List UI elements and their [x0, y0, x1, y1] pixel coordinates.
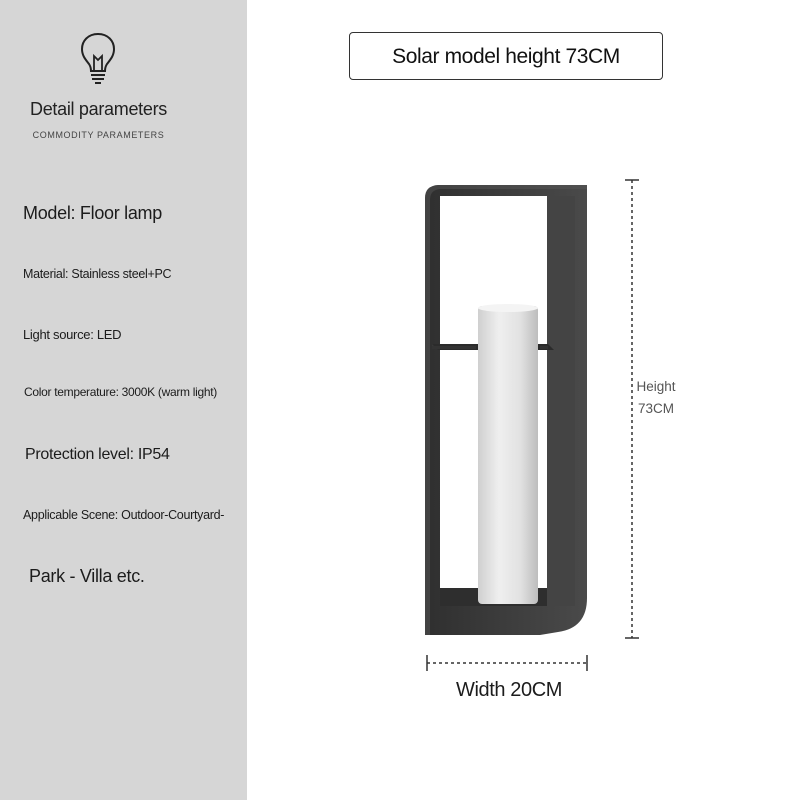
- param-applicable-scene: Applicable Scene: Outdoor-Courtyard-: [23, 508, 225, 522]
- param-model: Model: Floor lamp: [23, 203, 162, 223]
- param-material: Material: Stainless steel+PC: [23, 267, 172, 281]
- width-dimension-line: [424, 652, 590, 674]
- param-color-temperature: Color temperature: 3000K (warm light): [24, 385, 217, 399]
- param-protection-level: Protection level: IP54: [25, 446, 170, 463]
- commodity-parameters-subtitle: COMMODITY PARAMETERS: [32, 130, 165, 140]
- param-applicable-scene-continued: Park - Villa etc.: [29, 566, 145, 586]
- height-label-value: 73CM: [637, 401, 674, 416]
- param-light-source: Light source: LED: [23, 327, 122, 342]
- detail-parameters-title: Detail parameters: [30, 99, 167, 119]
- width-dimension-label: Width 20CM: [455, 679, 563, 701]
- model-height-header: Solar model height 73CM: [349, 32, 663, 80]
- height-label-text: Height: [636, 379, 676, 394]
- floor-lamp-image: [420, 180, 595, 635]
- lightbulb-icon: [80, 32, 116, 84]
- parameters-sidebar: [0, 0, 247, 800]
- height-dimension-label: [632, 376, 680, 420]
